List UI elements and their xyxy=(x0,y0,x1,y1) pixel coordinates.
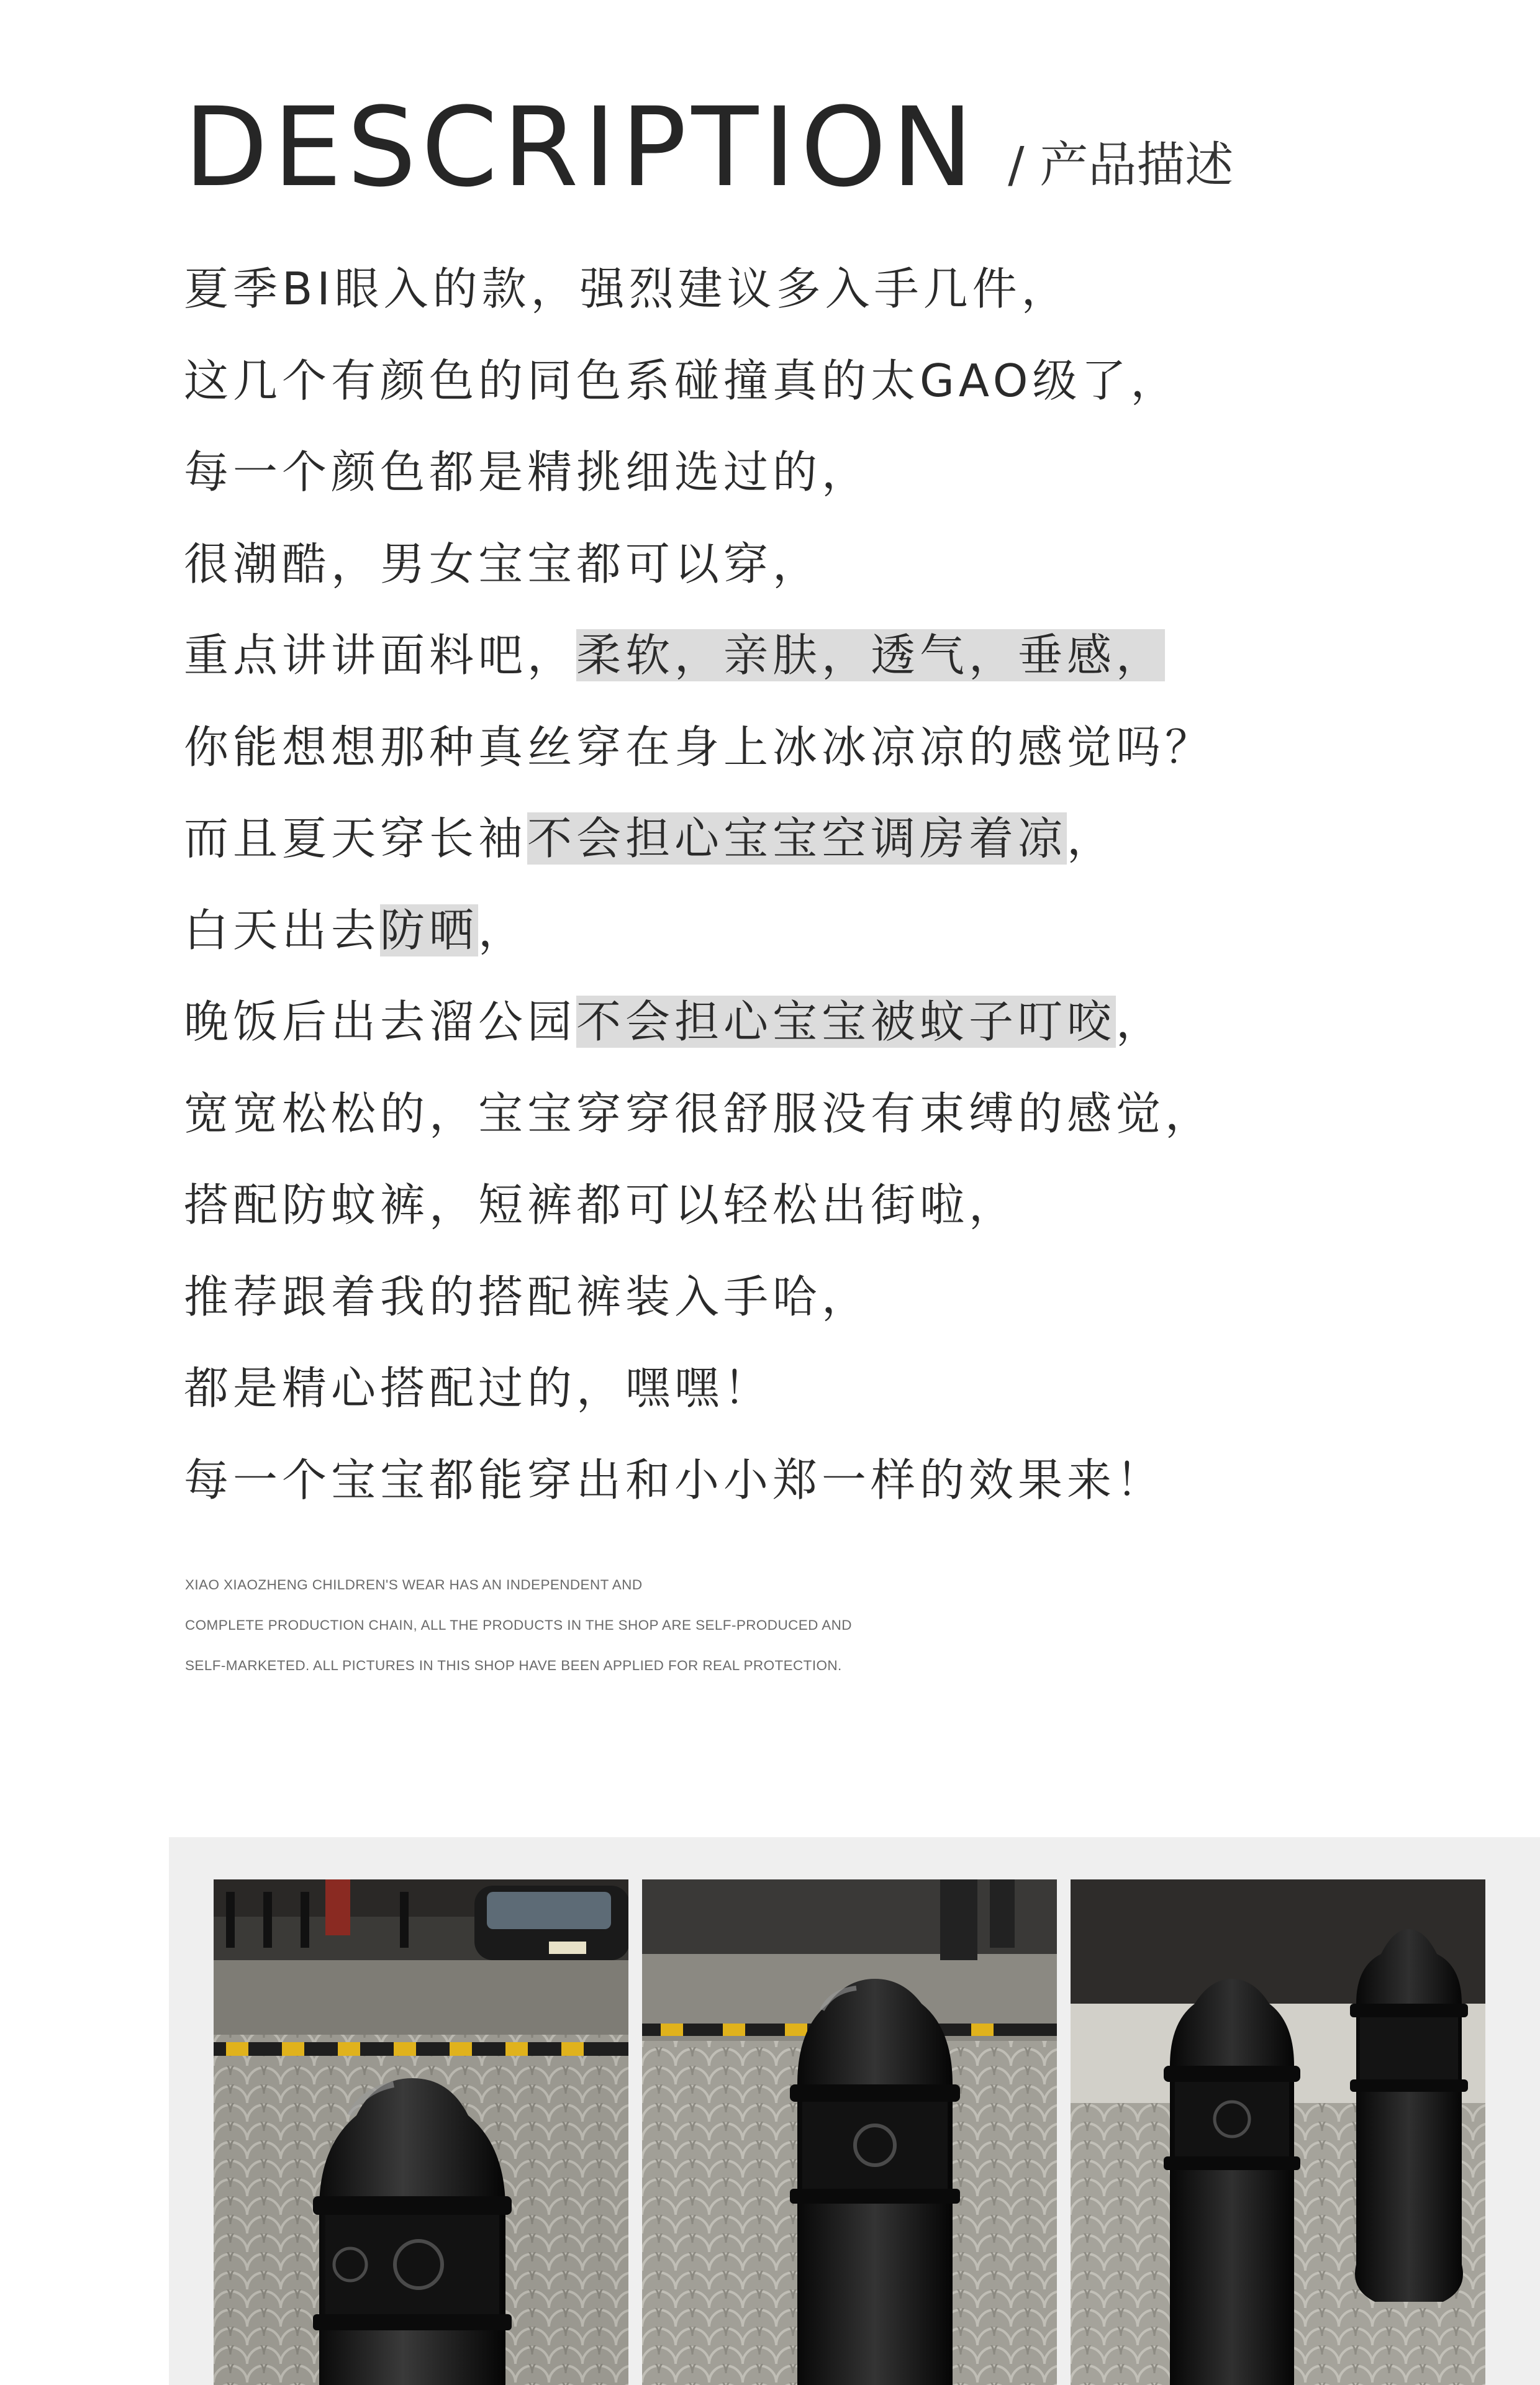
description-text: ， xyxy=(1067,812,1116,865)
description-line xyxy=(184,429,1364,520)
brand-note-line: XIAO XIAOZHENG CHILDREN'S WEAR HAS AN INDEPENDENT AND xyxy=(185,1577,643,1592)
description-block xyxy=(184,245,1364,1528)
description-text: 这几个有颜色的同色系碰撞真的太GAO级了， xyxy=(184,354,1180,407)
description-line xyxy=(184,1345,1364,1437)
product-photo-strip xyxy=(169,1837,1540,2385)
product-photo-1 xyxy=(214,1879,628,2385)
description-text: 晚饭后出去溜公园 xyxy=(184,996,577,1048)
description-text: 重点讲讲面料吧， xyxy=(184,629,577,681)
description-text: ， xyxy=(1116,996,1166,1048)
description-text: 白天出去 xyxy=(184,904,381,956)
description-text: 每一个颜色都是精挑细选过的， xyxy=(184,446,871,498)
description-text: 推荐跟着我的搭配裤装入手哈， xyxy=(184,1270,871,1323)
description-line xyxy=(184,1437,1364,1529)
description-line xyxy=(184,612,1364,704)
brand-note-line: COMPLETE PRODUCTION CHAIN, ALL THE PRODUCTS IN THE SHOP ARE SELF-PRODUCED AND xyxy=(185,1617,852,1633)
brand-note xyxy=(185,1573,1116,1694)
brand-note-line: SELF-MARKETED. ALL PICTURES IN THIS SHOP HAVE BEEN APPLIED FOR REAL PROTECTION. xyxy=(185,1658,842,1673)
description-text: 宽宽松松的，宝宝穿穿很舒服没有束缚的感觉， xyxy=(184,1087,1215,1140)
description-line xyxy=(184,887,1364,979)
description-line xyxy=(184,520,1364,612)
description-text: 你能想想那种真丝穿在身上冰冰凉凉的感觉吗？ xyxy=(184,720,1215,773)
heading-title: DESCRIPTION xyxy=(184,84,979,211)
description-text: 搭配防蚊裤，短裤都可以轻松出街啦， xyxy=(184,1179,1018,1231)
description-line xyxy=(184,1070,1364,1162)
description-line xyxy=(184,1253,1364,1345)
section-heading xyxy=(184,84,1234,211)
description-text: 很潮酷，男女宝宝都可以穿， xyxy=(184,537,822,590)
description-text: 而且夏天穿长袖 xyxy=(184,812,528,865)
product-photo-2 xyxy=(642,1879,1057,2385)
highlighted-text: 不会担心宝宝空调房着凉 xyxy=(527,812,1067,865)
description-text: 都是精心搭配过的，嘿嘿！ xyxy=(184,1362,773,1414)
description-line xyxy=(184,795,1364,887)
description-text: 每一个宝宝都能穿出和小小郑一样的效果来！ xyxy=(184,1453,1166,1506)
description-line xyxy=(184,245,1364,337)
description-text: 夏季BI眼入的款，强烈建议多入手几件， xyxy=(184,263,1071,315)
description-text: ， xyxy=(478,904,528,956)
product-photo-3 xyxy=(1071,1879,1485,2385)
description-line xyxy=(184,1161,1364,1253)
description-line xyxy=(184,704,1364,796)
highlighted-text: 防晒 xyxy=(380,904,479,956)
highlighted-text: 不会担心宝宝被蚊子叮咬 xyxy=(576,996,1116,1048)
description-line xyxy=(184,337,1364,429)
highlighted-text: 柔软，亲肤，透气，垂感， xyxy=(576,629,1166,681)
heading-subtitle: / 产品描述 xyxy=(1008,137,1234,193)
description-line xyxy=(184,978,1364,1070)
